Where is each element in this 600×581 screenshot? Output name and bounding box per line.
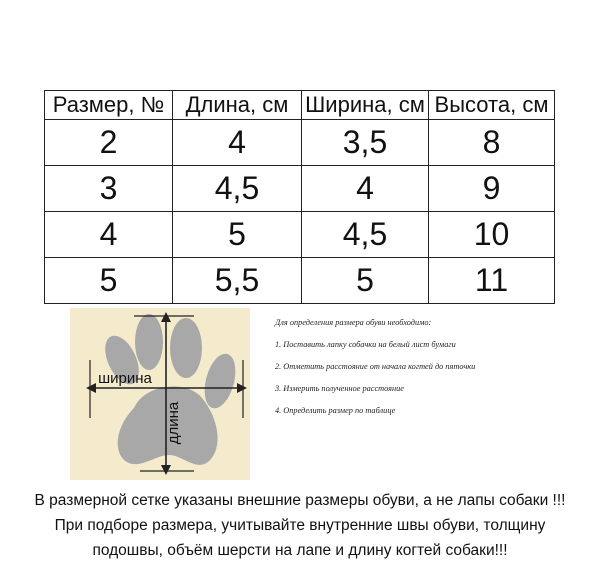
instruction-step: 1. Поставить лапку собачки на белый лист бумаги	[275, 340, 456, 349]
cell-size: 5	[45, 258, 173, 304]
table-row	[45, 120, 555, 166]
table-row	[45, 166, 555, 212]
cell-height: 8	[429, 120, 555, 166]
length-arrow-top	[161, 312, 171, 322]
header-length: Длина, см	[173, 91, 302, 120]
cell-length: 5	[173, 212, 302, 258]
width-arrow-right	[237, 383, 247, 393]
instruction-step: 4. Определить размер по таблице	[275, 406, 396, 415]
length-arrow-bottom	[161, 465, 171, 475]
cell-height: 9	[429, 166, 555, 212]
instructions-heading: Для определения размера обуви необходимо:	[275, 318, 432, 327]
paw-toe-outer-right	[199, 350, 241, 411]
cell-length: 4,5	[173, 166, 302, 212]
paw-diagram	[70, 308, 250, 480]
table-row	[45, 258, 555, 304]
width-label: ширина	[98, 370, 152, 387]
header-size: Размер, №	[45, 91, 173, 120]
note-line: В размерной сетке указаны внешние размеры обуви, а не лапы собаки !!!	[34, 492, 566, 509]
cell-width: 4,5	[302, 212, 429, 258]
cell-width: 3,5	[302, 120, 429, 166]
cell-length: 4	[173, 120, 302, 166]
table-header-row	[45, 91, 555, 120]
measurement-instructions	[275, 318, 595, 428]
cell-height: 10	[429, 212, 555, 258]
table-row	[45, 212, 555, 258]
header-width: Ширина, см	[302, 91, 429, 120]
header-height: Высота, см	[429, 91, 555, 120]
width-arrow-left	[86, 383, 96, 393]
sizing-note	[0, 488, 600, 563]
instruction-step: 2. Отметить расстояние от начала когтей до пяточки	[275, 362, 476, 371]
note-line: При подборе размера, учитывайте внутренние швы обуви, толщину	[54, 517, 546, 534]
note-line: подошвы, объём шерсти на лапе и длину когтей собаки!!!	[92, 542, 508, 559]
cell-size: 4	[45, 212, 173, 258]
cell-length: 5,5	[173, 258, 302, 304]
paw-measurement-illustration	[70, 308, 250, 480]
cell-height: 11	[429, 258, 555, 304]
length-label: длина	[165, 401, 182, 445]
cell-size: 2	[45, 120, 173, 166]
size-table	[44, 90, 555, 304]
cell-width: 4	[302, 166, 429, 212]
paw-toe-inner-left	[135, 314, 163, 370]
paw-toe-inner-right	[170, 318, 202, 378]
cell-size: 3	[45, 166, 173, 212]
cell-width: 5	[302, 258, 429, 304]
instruction-step: 3. Измерить полученное расстояние	[275, 384, 404, 393]
